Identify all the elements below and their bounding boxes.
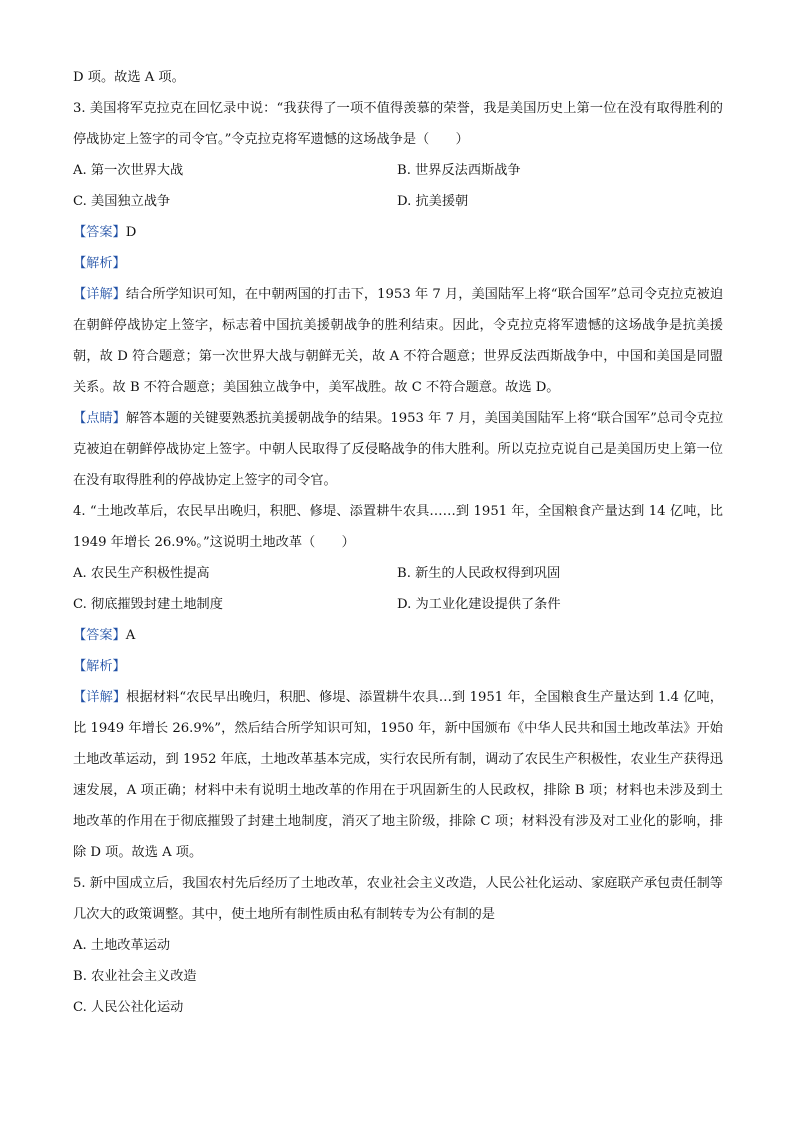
previous-answer-tail: D 项。故选 A 项。 <box>73 70 185 85</box>
q4-option-d: D. 为工业化建设提供了条件 <box>397 597 561 612</box>
document-page <box>73 62 723 1023</box>
q3-point-text: 解答本题的关键要熟悉抗美援朝战争的结果。1953 年 7 月，美国美国陆军上将“联合国军”总司令克拉克被迫在朝鲜停战协定上签字。中朝人民取得了反侵略战争的伟大胜利。所以克拉克说自己是美国历史上第一位在没有取得胜利的停战协定上签字的司令官。 <box>73 411 724 488</box>
q4-options-row-2 <box>73 589 723 620</box>
q4-detail-text: 根据材料“农民早出晚归，积肥、修堤、添置耕牛农具…到 1951 年，全国粮食生产量达到 1.4 亿吨，比 1949 年增长 26.9%”，然后结合所学知识可知，1950 年，新中国颁布《中华人民共和国土地改革法》开始土地改革运动，到 1952 年底，土地改革基本完成，实行农民所有制，调动了农民生产积极性，农业生产获得迅速发展，A 项正确；材料中未有说明土地改革的作用在于巩固新生的人民政权，排除 B 项；材料也未涉及到土地改革的作用在于彻底摧毁了封建土地制度，消灭了地主阶级，排除 C 项；材料没有涉及对工业化的影响，排除 D 项。故选 A 项。 <box>73 690 723 860</box>
q4-answer-value: A <box>125 628 136 643</box>
q4-option-c: C. 彻底摧毁封建土地制度 <box>73 597 223 612</box>
q3-stem: 3. 美国将军克拉克在回忆录中说：“我获得了一项不值得羡慕的荣誉，我是美国历史上第一位在没有取得胜利的停战协定上签字的司令官。”令克拉克将军遗憾的这场战争是（ ） <box>73 101 723 147</box>
q3-answer <box>73 217 723 248</box>
q5-option-c: C. 人民公社化运动 <box>73 1000 184 1015</box>
analysis-tag: 【解析】 <box>73 256 126 271</box>
q3-point <box>73 403 723 496</box>
q4-option-b: B. 新生的人民政权得到巩固 <box>397 566 561 581</box>
q3-detail <box>73 279 723 403</box>
q3-option-b: B. 世界反法西斯战争 <box>397 163 521 178</box>
q4-analysis <box>73 651 723 682</box>
q3-answer-value: D <box>125 225 137 240</box>
q4-option-a: A. 农民生产积极性提高 <box>73 566 210 581</box>
answer-tag: 【答案】 <box>73 628 126 643</box>
q4-options-row-1 <box>73 558 723 589</box>
detail-tag: 【详解】 <box>73 287 126 302</box>
q5-stem: 5. 新中国成立后，我国农村先后经历了土地改革，农业社会主义改造，人民公社化运动、家庭联产承包责任制等几次大的政策调整。其中，使土地所有制性质由私有制转专为公有制的是 <box>73 876 723 922</box>
q3-option-d: D. 抗美援朝 <box>397 194 469 209</box>
q3-analysis <box>73 248 723 279</box>
q3-detail-text: 结合所学知识可知，在中朝两国的打击下，1953 年 7 月，美国陆军上将“联合国军”总司令克拉克被迫在朝鲜停战协定上签字，标志着中国抗美援朝战争的胜利结束。因此，令克拉克将军遗憾的这场战争是抗美援朝，故 D 符合题意；第一次世界大战与朝鲜无关，故 A 不符合题意；世界反法西斯战争中，中国和美国是同盟关系。故 B 不符合题意；美国独立战争中，美军战胜。故 C 不符合题意。故选 D。 <box>73 287 724 395</box>
q4-answer <box>73 620 723 651</box>
q5-option-b: B. 农业社会主义改造 <box>73 969 197 984</box>
q5-option-a: A. 土地改革运动 <box>73 938 171 953</box>
q3-option-c: C. 美国独立战争 <box>73 194 171 209</box>
point-tag: 【点睛】 <box>73 411 126 426</box>
answer-tag: 【答案】 <box>73 225 126 240</box>
q4-stem: 4. “土地改革后，农民早出晚归，积肥、修堤、添置耕牛农具……到 1951 年，全国粮食产量达到 14 亿吨，比 1949 年增长 26.9%。”这说明土地改革（ ） <box>73 504 723 550</box>
detail-tag: 【详解】 <box>73 690 127 705</box>
analysis-tag: 【解析】 <box>73 659 126 674</box>
q3-options-row-1 <box>73 155 723 186</box>
q3-options-row-2 <box>73 186 723 217</box>
q3-option-a: A. 第一次世界大战 <box>73 163 184 178</box>
q4-detail <box>73 682 723 868</box>
